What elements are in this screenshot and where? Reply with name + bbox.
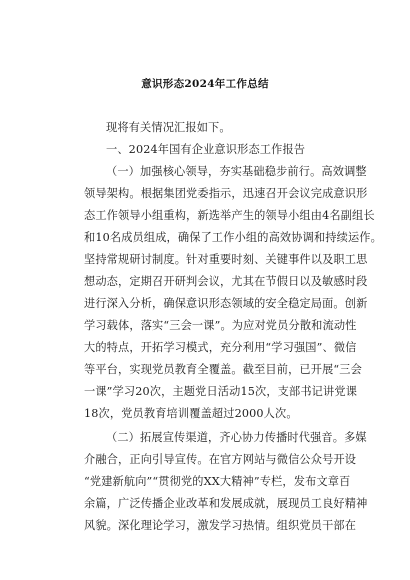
paragraph-line: “党建新航向”“贯彻党的XX大精神”专栏，发布文章百 xyxy=(84,475,351,488)
paragraph-line: 等平台，实现党员教育全覆盖。截至目前，已开展“三会 xyxy=(84,363,362,376)
paragraph-line: 坚持常规研讨制度。针对重要时刻、关键事件以及职工思 xyxy=(84,253,368,266)
paragraph-line: 学习载体，落实“三会一课”。为应对党员分散和流动性 xyxy=(84,319,357,332)
paragraph-line: 一课”学习20次，主题党日活动15次，支部书记讲党课 xyxy=(84,385,358,398)
paragraph-line: 18次，党员教育培训覆盖超过2000人次。 xyxy=(84,407,298,420)
paragraph-line: （一）加强核心领导，夯实基础稳步前行。高效调整 xyxy=(106,165,367,178)
paragraph-line: 进行深入分析，确保意识形态领域的安全稳定局面。创新 xyxy=(84,297,368,310)
paragraph-line: 介融合，正向引导宣传。在官方网站与微信公众号开设 xyxy=(84,453,357,466)
paragraph-line: 风貌。深化理论学习，激发学习热情。组织党员干部在 xyxy=(84,519,357,532)
paragraph-line: 领导架构。根据集团党委指示，迅速召开会议完成意识形 xyxy=(84,187,368,200)
paragraph-line: 现将有关情况汇报如下。 xyxy=(106,121,231,134)
paragraph-line: 余篇，广泛传播企业改革和发展成就，展现员工良好精神 xyxy=(84,497,368,510)
section-heading: 一、2024年国有企业意识形态工作报告 xyxy=(106,143,306,156)
paragraph-line: 态工作领导小组重构，新选举产生的领导小组由4名副组长 xyxy=(84,209,375,222)
paragraph-line: （二）拓展宣传渠道，齐心协力传播时代强音。多媒 xyxy=(106,431,367,444)
paragraph-line: 想动态，定期召开研判会议，尤其在节假日以及敏感时段 xyxy=(84,275,368,288)
document-title: 意识形态2024年工作总结 xyxy=(141,78,269,90)
paragraph-line: 和10名成员组成，确保了工作小组的高效协调和持续运作。 xyxy=(84,231,382,244)
paragraph-line: 大的特点，开拓学习模式，充分利用“学习强国”、微信 xyxy=(84,341,357,354)
